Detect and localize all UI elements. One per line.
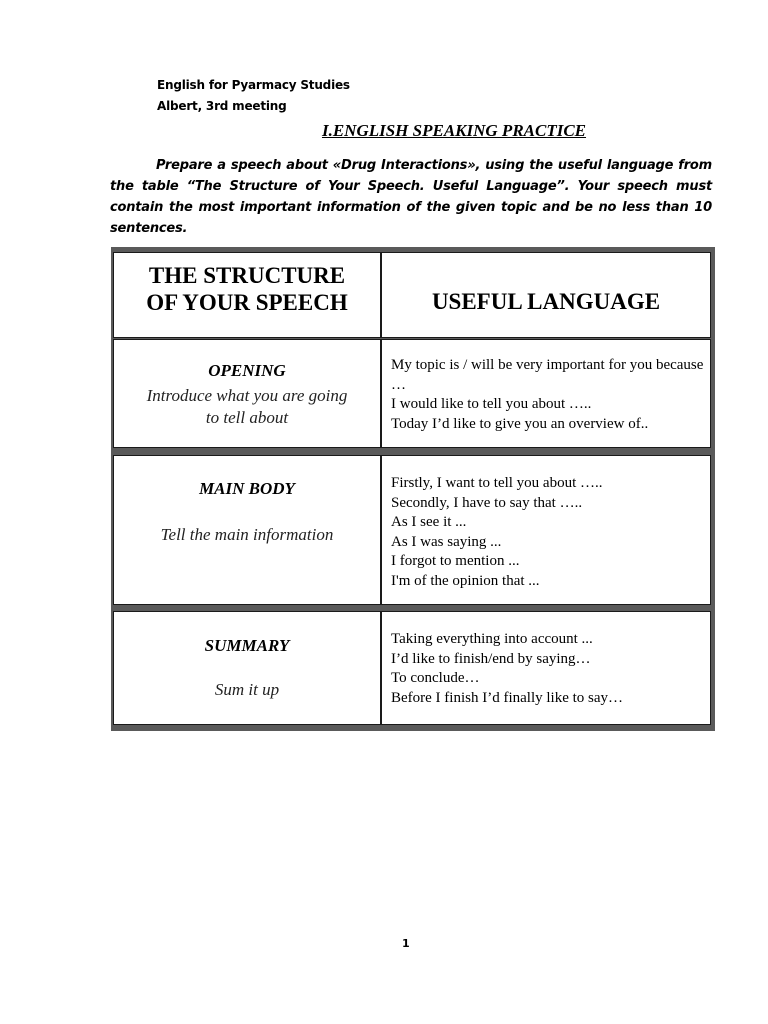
meeting-info: Albert, 3rd meeting (157, 99, 287, 113)
phrase-item: As I was saying ... (391, 533, 502, 550)
phrase-item: Taking everything into account ... (391, 631, 593, 647)
phrase-item: I'm of the opinion that ... (391, 572, 540, 589)
phrase-item: Firstly, I want to tell you about ….. (391, 475, 603, 491)
page-title: I.ENGLISH SPEAKING PRACTICE (321, 121, 587, 140)
phrase-item: Today I’d like to give you an overview of.. (391, 415, 649, 432)
phrases-cell-main-body (381, 455, 711, 605)
section-description: Sum it up (214, 680, 280, 699)
course-title: English for Pyarmacy Studies (157, 78, 350, 92)
phrase-item: To conclude… (391, 670, 480, 686)
column-header-structure: THE STRUCTURE OF YOUR SPEECH (146, 263, 348, 315)
phrases-cell-opening (381, 339, 711, 448)
phrase-list (391, 356, 708, 434)
section-name: MAIN BODY (199, 479, 295, 498)
phrase-item: Before I finish I’d finally like to say… (391, 689, 624, 706)
phrase-item: As I see it ... (391, 514, 467, 530)
header-cell-language (381, 252, 711, 338)
section-name: SUMMARY (204, 636, 290, 655)
speech-structure-table (111, 247, 715, 731)
section-cell-opening (113, 339, 381, 448)
phrase-list (391, 474, 708, 591)
instructions-paragraph: Prepare a speech about «Drug Interactions», using the useful language from the table “The Structure of Your Speech. Useful Language”. Your speech must contain the most important information of the given topic and be no less than 10 sentences. (110, 158, 712, 236)
section-description: Tell the main information (160, 525, 334, 544)
column-header-language: USEFUL LANGUAGE (431, 289, 661, 314)
section-name: OPENING (208, 361, 286, 380)
section-cell-summary (113, 611, 381, 725)
phrases-cell-summary (381, 611, 711, 725)
section-description: Introduce what you are going to tell about (146, 386, 348, 427)
phrase-list (391, 630, 708, 708)
phrase-item: Secondly, I have to say that ….. (391, 494, 583, 511)
phrase-item: My topic is / will be very important for you because … (391, 357, 704, 393)
header-cell-structure (113, 252, 381, 338)
phrase-item: I forgot to mention ... (391, 553, 520, 569)
section-cell-main-body (113, 455, 381, 605)
page-number: 1 (402, 937, 410, 950)
phrase-item: I’d like to finish/end by saying… (391, 650, 591, 667)
phrase-item: I would like to tell you about ….. (391, 396, 592, 412)
